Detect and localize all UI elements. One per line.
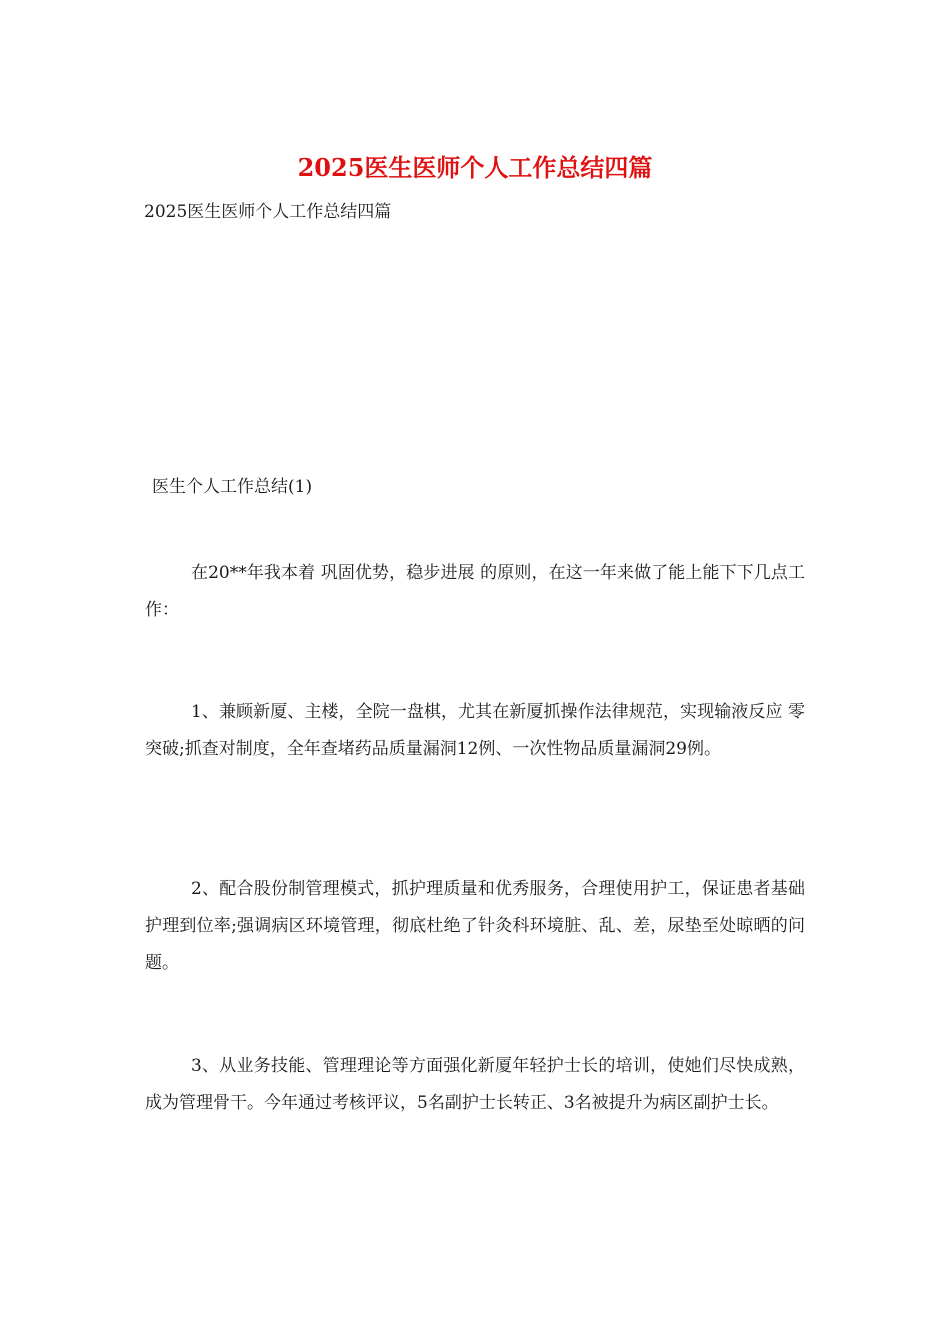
paragraph-item-3: 3、从业务技能、管理理论等方面强化新厦年轻护士长的培训，使她们尽快成熟，成为管理骨干。今年通过考核评议，5名副护士长转正、3名被提升为病区副护士长。 — [145, 1056, 805, 1113]
section-heading: 医生个人工作总结(1) — [152, 477, 313, 497]
paragraph-item-2: 2、配合股份制管理模式，抓护理质量和优秀服务，合理使用护工，保证患者基础护理到位率;强调病区环境管理，彻底杜绝了针灸科环境脏、乱、差，尿垫至处晾晒的问题。 — [145, 879, 805, 973]
paragraph-item-1: 1、兼顾新厦、主楼，全院一盘棋，尤其在新厦抓操作法律规范，实现输液反应 零 突破;抓查对制度，全年查堵药品质量漏洞12例、一次性物品质量漏洞29例。 — [145, 702, 805, 759]
document-subtitle: 2025医生医师个人工作总结四篇 — [144, 202, 392, 222]
document-title: 2025医生医师个人工作总结四篇 — [297, 153, 653, 182]
paragraph-intro: 在20**年我本着 巩固优势，稳步进展 的原则，在这一年来做了能上能下下几点工作： — [145, 563, 805, 620]
